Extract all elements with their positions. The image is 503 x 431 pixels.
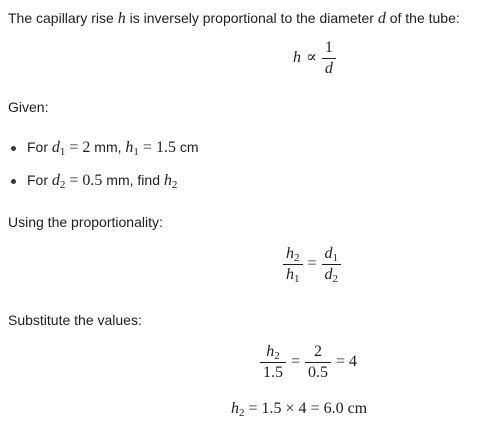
final-equation bbox=[231, 400, 367, 418]
subscript: 2 bbox=[171, 179, 178, 191]
var-d2: d bbox=[51, 172, 60, 189]
var-d1: d bbox=[51, 139, 60, 156]
intro-text bbox=[8, 9, 460, 28]
var-h: h bbox=[286, 266, 294, 283]
final-result: = 1.5 × 4 = 6.0 cm bbox=[244, 400, 368, 417]
intro-text-before: The capillary rise bbox=[8, 10, 118, 26]
given-label: Given: bbox=[8, 99, 49, 115]
subscript: 1 bbox=[332, 252, 339, 264]
var-h: h bbox=[117, 10, 126, 27]
bullet-dot bbox=[11, 179, 16, 184]
unit-text: mm, find bbox=[102, 172, 164, 188]
proportional-symbol: ∝ bbox=[306, 49, 317, 67]
substituted-equation bbox=[260, 342, 362, 383]
var-h: h bbox=[286, 245, 294, 262]
var-d: d bbox=[324, 266, 333, 283]
frac-numerator: 1 bbox=[324, 39, 333, 56]
equals-sign: = bbox=[291, 353, 301, 371]
fraction-one-over-d bbox=[322, 38, 336, 79]
unit-cm: cm bbox=[175, 139, 199, 155]
var-h: h bbox=[231, 400, 239, 417]
frac-numerator: 2 bbox=[314, 343, 323, 360]
bullet-item bbox=[27, 171, 177, 190]
subscript: 2 bbox=[59, 179, 66, 191]
equals-result: = 4 bbox=[336, 353, 358, 371]
intro-text-middle: is inversely proportional to the diameter bbox=[125, 10, 378, 26]
ratio-equation bbox=[283, 244, 341, 285]
subscript: 1 bbox=[294, 273, 300, 285]
bullet-item bbox=[27, 138, 199, 157]
unit-mm: mm, bbox=[90, 139, 126, 155]
fraction-2-over-0-5 bbox=[305, 342, 331, 383]
fraction-h2-over-1-5 bbox=[260, 342, 286, 383]
using-label: Using the proportionality: bbox=[8, 214, 163, 230]
var-h1: h bbox=[125, 139, 134, 156]
bullet-prefix: For bbox=[27, 139, 52, 155]
frac-denominator: d bbox=[324, 60, 333, 77]
bullet-prefix: For bbox=[27, 172, 52, 188]
proportionality-equation bbox=[293, 38, 336, 79]
fraction-d1-over-d2 bbox=[322, 244, 342, 285]
eq-lhs: h bbox=[293, 49, 301, 67]
value-h1: = 1.5 bbox=[138, 139, 176, 156]
intro-text-after: of the tube: bbox=[385, 10, 460, 26]
fraction-h2-over-h1 bbox=[283, 244, 303, 285]
value-d1: = 2 bbox=[65, 139, 91, 156]
subscript: 2 bbox=[274, 350, 280, 362]
subscript: 2 bbox=[332, 273, 339, 285]
var-d: d bbox=[377, 10, 386, 27]
subscript: 2 bbox=[294, 252, 300, 264]
value-d2: = 0.5 bbox=[65, 172, 103, 189]
var-d: d bbox=[324, 245, 333, 262]
var-h2: h bbox=[163, 172, 172, 189]
substitute-label: Substitute the values: bbox=[8, 312, 142, 328]
var-h: h bbox=[266, 343, 275, 360]
frac-denominator: 0.5 bbox=[308, 364, 329, 381]
bullet-dot bbox=[11, 146, 16, 151]
frac-denominator: 1.5 bbox=[263, 364, 283, 381]
subscript: 1 bbox=[59, 146, 66, 158]
subscript: 1 bbox=[133, 146, 139, 158]
subscript: 2 bbox=[239, 407, 245, 419]
equals-sign: = bbox=[307, 255, 317, 273]
